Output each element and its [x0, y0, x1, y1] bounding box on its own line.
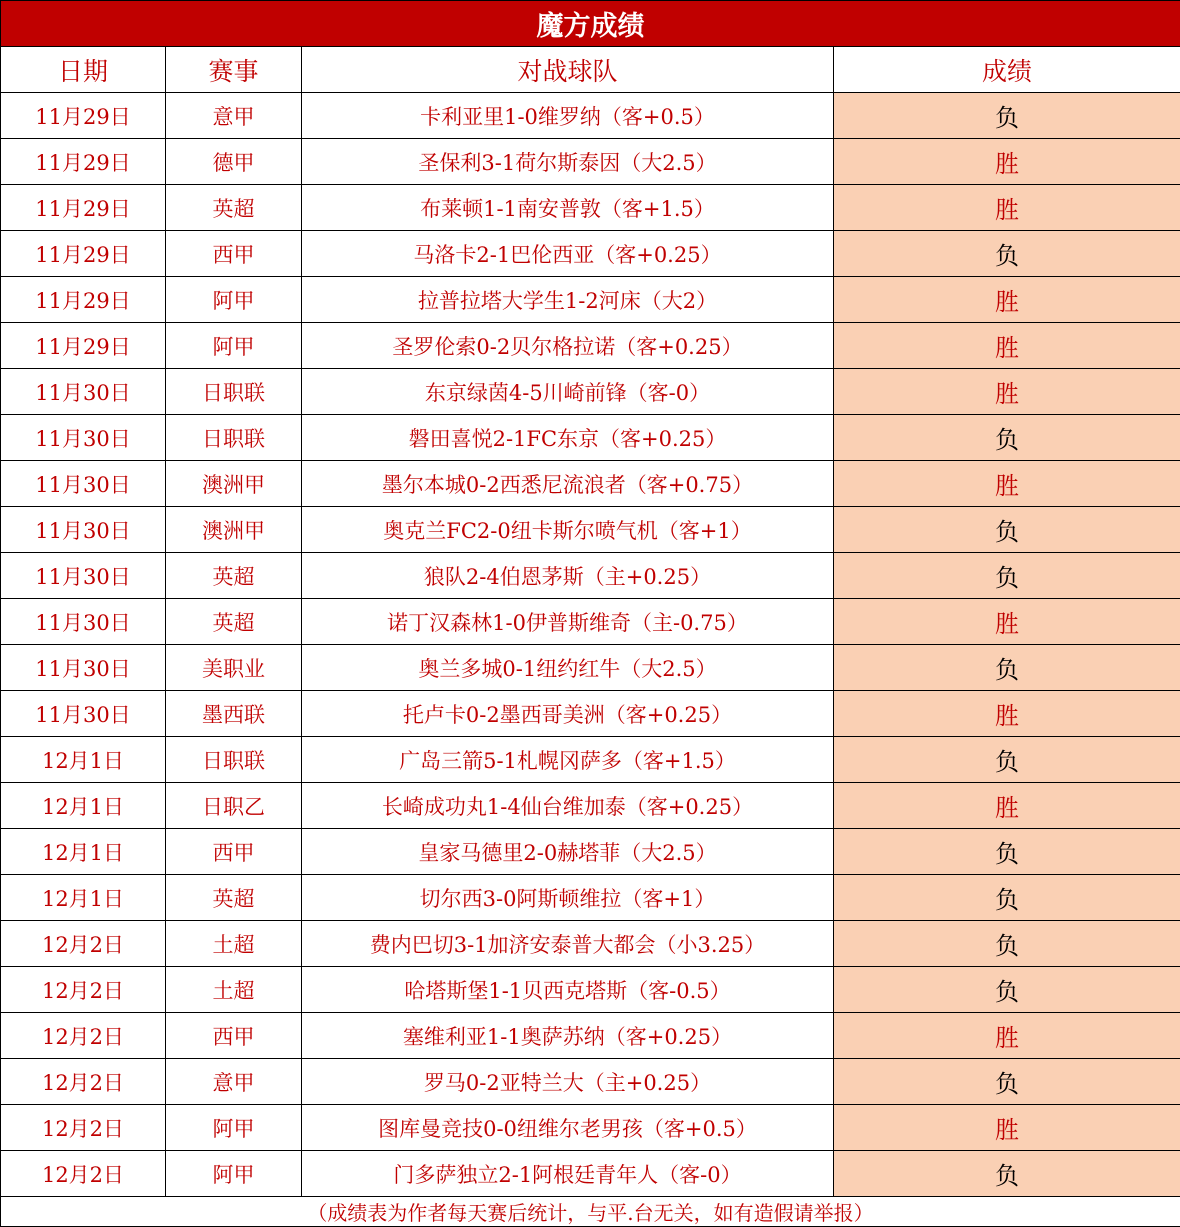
result-cell: 负: [834, 875, 1180, 921]
result-cell: 负: [834, 553, 1180, 599]
footer-row: [1, 1197, 1180, 1227]
result-cell: 胜: [834, 139, 1180, 185]
result-cell: 负: [834, 737, 1180, 783]
match-cell: 东京绿茵4-5川崎前锋（客-0）: [302, 369, 834, 415]
date-cell: 12月2日: [1, 1151, 166, 1197]
league-cell: 意甲: [166, 93, 302, 139]
result-cell: 负: [834, 1059, 1180, 1105]
date-cell: 12月2日: [1, 967, 166, 1013]
match-cell: 切尔西3-0阿斯顿维拉（客+1）: [302, 875, 834, 921]
table-row: [1, 507, 1180, 553]
title-row: [1, 1, 1180, 47]
table-row: [1, 921, 1180, 967]
match-cell: 门多萨独立2-1阿根廷青年人（客-0）: [302, 1151, 834, 1197]
league-cell: 澳洲甲: [166, 461, 302, 507]
header-result: 成绩: [834, 47, 1180, 93]
result-cell: 负: [834, 829, 1180, 875]
result-cell: 负: [834, 967, 1180, 1013]
result-cell: 胜: [834, 185, 1180, 231]
league-cell: 墨西联: [166, 691, 302, 737]
table-row: [1, 783, 1180, 829]
match-cell: 卡利亚里1-0维罗纳（客+0.5）: [302, 93, 834, 139]
table-row: [1, 185, 1180, 231]
header-league: 赛事: [166, 47, 302, 93]
match-cell: 圣保利3-1荷尔斯泰因（大2.5）: [302, 139, 834, 185]
date-cell: 11月30日: [1, 461, 166, 507]
result-cell: 负: [834, 1151, 1180, 1197]
header-row: [1, 47, 1180, 93]
result-cell: 胜: [834, 369, 1180, 415]
league-cell: 阿甲: [166, 1105, 302, 1151]
league-cell: 西甲: [166, 1013, 302, 1059]
match-cell: 托卢卡0-2墨西哥美洲（客+0.25）: [302, 691, 834, 737]
date-cell: 11月29日: [1, 231, 166, 277]
date-cell: 11月29日: [1, 93, 166, 139]
table-row: [1, 875, 1180, 921]
date-cell: 12月1日: [1, 783, 166, 829]
table-title: 魔方成绩: [1, 1, 1180, 47]
table-row: [1, 1059, 1180, 1105]
league-cell: 日职联: [166, 415, 302, 461]
result-cell: 负: [834, 93, 1180, 139]
result-cell: 胜: [834, 783, 1180, 829]
result-cell: 胜: [834, 1105, 1180, 1151]
result-cell: 胜: [834, 323, 1180, 369]
table-row: [1, 139, 1180, 185]
match-cell: 长崎成功丸1-4仙台维加泰（客+0.25）: [302, 783, 834, 829]
date-cell: 11月30日: [1, 599, 166, 645]
table-row: [1, 461, 1180, 507]
league-cell: 阿甲: [166, 277, 302, 323]
match-cell: 奥克兰FC2-0纽卡斯尔喷气机（客+1）: [302, 507, 834, 553]
footer-note: （成绩表为作者每天赛后统计，与平.台无关，如有造假请举报）: [1, 1197, 1180, 1227]
match-cell: 罗马0-2亚特兰大（主+0.25）: [302, 1059, 834, 1105]
date-cell: 12月2日: [1, 1013, 166, 1059]
match-cell: 广岛三箭5-1札幌冈萨多（客+1.5）: [302, 737, 834, 783]
table-row: [1, 1105, 1180, 1151]
league-cell: 美职业: [166, 645, 302, 691]
result-cell: 负: [834, 645, 1180, 691]
match-cell: 诺丁汉森林1-0伊普斯维奇（主-0.75）: [302, 599, 834, 645]
league-cell: 西甲: [166, 231, 302, 277]
match-cell: 墨尔本城0-2西悉尼流浪者（客+0.75）: [302, 461, 834, 507]
date-cell: 11月30日: [1, 369, 166, 415]
result-cell: 胜: [834, 599, 1180, 645]
date-cell: 12月1日: [1, 875, 166, 921]
result-cell: 负: [834, 921, 1180, 967]
table-row: [1, 645, 1180, 691]
date-cell: 11月29日: [1, 185, 166, 231]
league-cell: 德甲: [166, 139, 302, 185]
date-cell: 12月1日: [1, 737, 166, 783]
league-cell: 英超: [166, 553, 302, 599]
result-cell: 胜: [834, 277, 1180, 323]
date-cell: 11月30日: [1, 553, 166, 599]
match-cell: 费内巴切3-1加济安泰普大都会（小3.25）: [302, 921, 834, 967]
result-cell: 负: [834, 415, 1180, 461]
table-row: [1, 1013, 1180, 1059]
league-cell: 西甲: [166, 829, 302, 875]
date-cell: 11月29日: [1, 139, 166, 185]
header-date: 日期: [1, 47, 166, 93]
table-row: [1, 691, 1180, 737]
date-cell: 11月30日: [1, 507, 166, 553]
match-cell: 塞维利亚1-1奥萨苏纳（客+0.25）: [302, 1013, 834, 1059]
league-cell: 阿甲: [166, 1151, 302, 1197]
table-row: [1, 369, 1180, 415]
date-cell: 12月2日: [1, 1059, 166, 1105]
table-row: [1, 277, 1180, 323]
table-row: [1, 323, 1180, 369]
result-cell: 负: [834, 231, 1180, 277]
table-row: [1, 231, 1180, 277]
league-cell: 土超: [166, 967, 302, 1013]
match-cell: 布莱顿1-1南安普敦（客+1.5）: [302, 185, 834, 231]
league-cell: 日职联: [166, 737, 302, 783]
league-cell: 日职联: [166, 369, 302, 415]
match-cell: 狼队2-4伯恩茅斯（主+0.25）: [302, 553, 834, 599]
match-cell: 磐田喜悦2-1FC东京（客+0.25）: [302, 415, 834, 461]
result-cell: 负: [834, 507, 1180, 553]
table-row: [1, 829, 1180, 875]
table-row: [1, 415, 1180, 461]
league-cell: 日职乙: [166, 783, 302, 829]
match-cell: 哈塔斯堡1-1贝西克塔斯（客-0.5）: [302, 967, 834, 1013]
table-row: [1, 1151, 1180, 1197]
match-cell: 圣罗伦索0-2贝尔格拉诺（客+0.25）: [302, 323, 834, 369]
match-cell: 图库曼竞技0-0纽维尔老男孩（客+0.5）: [302, 1105, 834, 1151]
league-cell: 阿甲: [166, 323, 302, 369]
league-cell: 英超: [166, 185, 302, 231]
table-row: [1, 599, 1180, 645]
match-cell: 拉普拉塔大学生1-2河床（大2）: [302, 277, 834, 323]
date-cell: 12月2日: [1, 1105, 166, 1151]
league-cell: 澳洲甲: [166, 507, 302, 553]
league-cell: 英超: [166, 599, 302, 645]
date-cell: 11月29日: [1, 323, 166, 369]
result-cell: 胜: [834, 461, 1180, 507]
match-cell: 奥兰多城0-1纽约红牛（大2.5）: [302, 645, 834, 691]
table-row: [1, 967, 1180, 1013]
match-cell: 马洛卡2-1巴伦西亚（客+0.25）: [302, 231, 834, 277]
table-row: [1, 737, 1180, 783]
league-cell: 意甲: [166, 1059, 302, 1105]
result-cell: 胜: [834, 1013, 1180, 1059]
date-cell: 12月1日: [1, 829, 166, 875]
date-cell: 12月2日: [1, 921, 166, 967]
date-cell: 11月29日: [1, 277, 166, 323]
match-cell: 皇家马德里2-0赫塔菲（大2.5）: [302, 829, 834, 875]
date-cell: 11月30日: [1, 645, 166, 691]
league-cell: 英超: [166, 875, 302, 921]
league-cell: 土超: [166, 921, 302, 967]
date-cell: 11月30日: [1, 415, 166, 461]
table-row: [1, 93, 1180, 139]
header-match: 对战球队: [302, 47, 834, 93]
date-cell: 11月30日: [1, 691, 166, 737]
table-row: [1, 553, 1180, 599]
result-cell: 胜: [834, 691, 1180, 737]
